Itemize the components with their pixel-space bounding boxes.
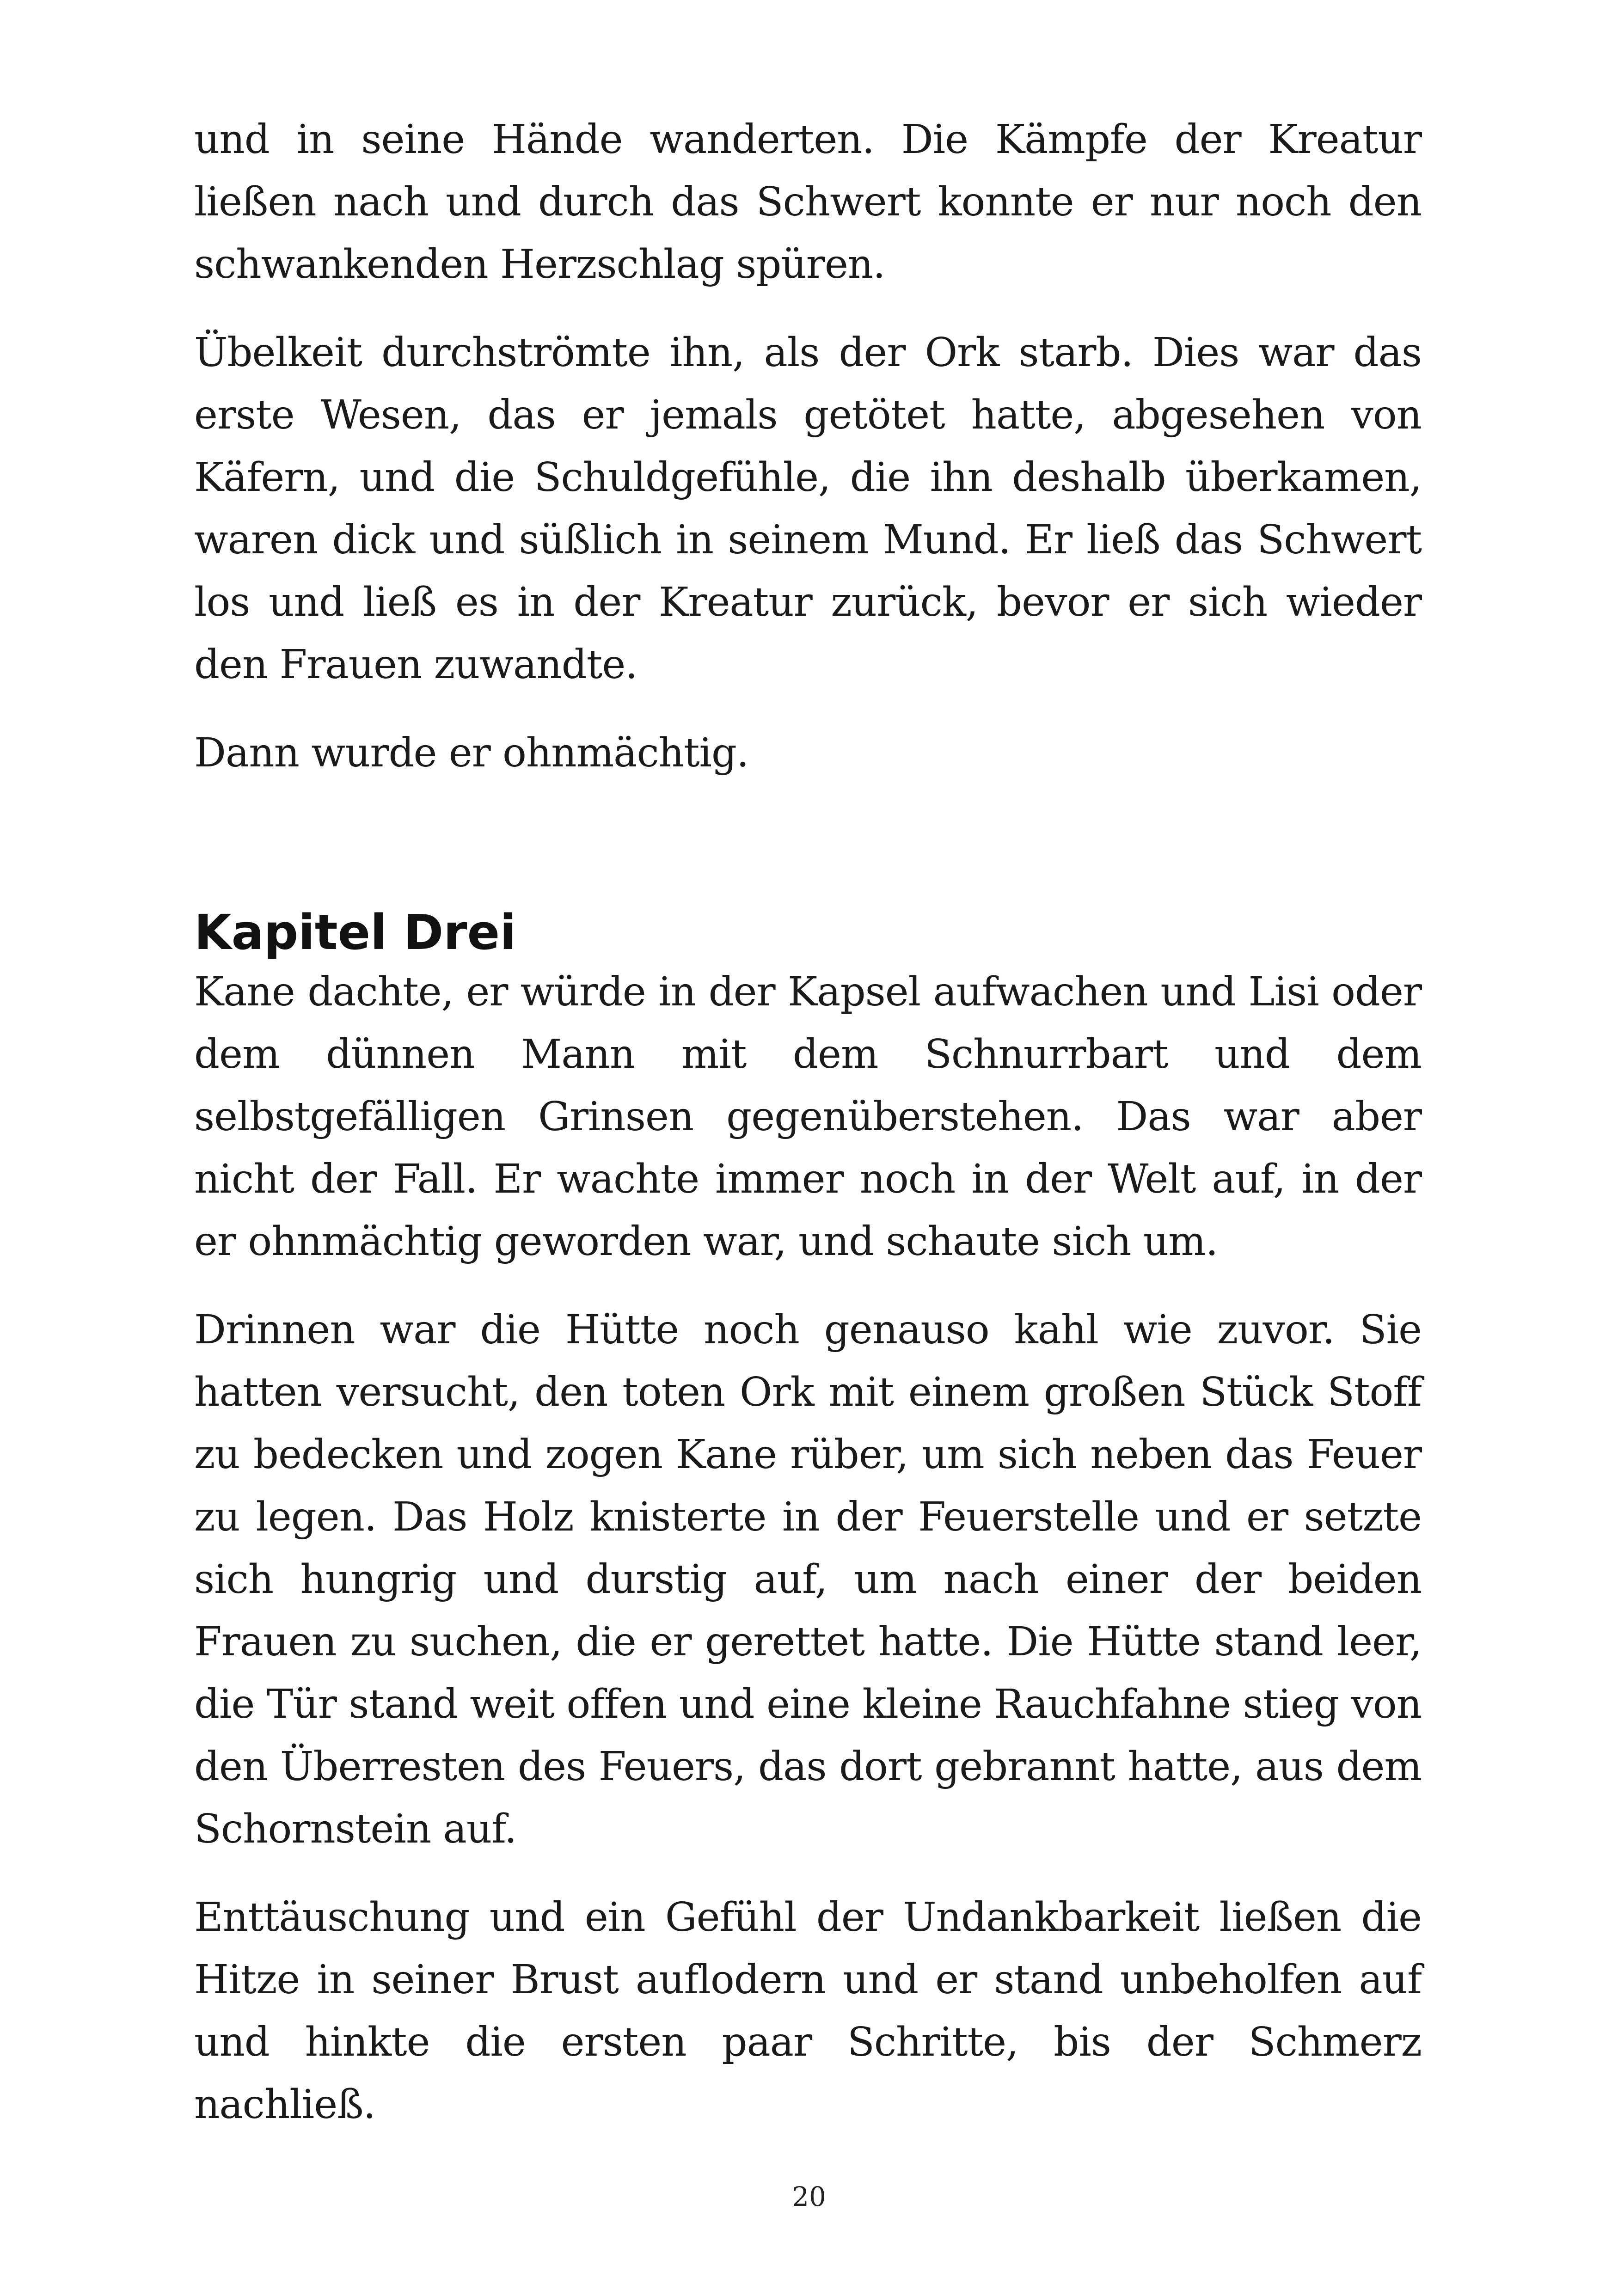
paragraph: Übelkeit durchströmte ihn, als der Ork starb. Dies war das erste Wesen, das er jemals getötet hatte, abgesehen von Käfern, und die Schuldgefühle, die ihn deshalb überkamen, waren dick und süßlich in seinem Mund. Er ließ das Schwert los und ließ es in der Kreatur zurück, bevor er sich wieder den Frauen zuwandte. [194,330,1422,688]
paragraph: Dann wurde er ohnmächtig. [194,730,749,776]
page-number: 20 [792,2181,826,2212]
paragraph: Drinnen war die Hütte noch genauso kahl wie zuvor. Sie hatten versucht, den toten Ork mit einem großen Stück Stoff zu bedecken und zogen Kane rüber, um sich neben das Feuer zu legen. Das Holz knisterte in der Feuerstelle und er setzte sich hungrig und durstig auf, um nach einer der beiden Frauen zu suchen, die er gerettet hatte. Die Hütte stand leer, die Tür stand weit offen und eine kleine Rauchfahne stieg von den Überresten des Feuers, das dort gebrannt hatte, aus dem Schornstein auf. [194,1307,1422,1852]
paragraph: Kane dachte, er würde in der Kapsel aufwachen und Lisi oder dem dünnen Mann mit dem Schnurrbart und dem selbstgefälligen Grinsen gegenüberstehen. Das war aber nicht der Fall. Er wachte immer noch in der Welt auf, in der er ohnmächtig geworden war, und schaute sich um. [194,969,1422,1265]
book-page [194,109,1422,2162]
paragraph: Enttäuschung und ein Gefühl der Undankbarkeit ließen die Hitze in seiner Brust auflodern und er stand unbeholfen auf und hinkte die ersten paar Schritte, bis der Schmerz nachließ. [194,1894,1422,2128]
chapter-title: Kapitel Drei [194,904,516,961]
paragraph: und in seine Hände wanderten. Die Kämpfe der Kreatur ließen nach und durch das Schwert konnte er nur noch den schwankenden Herzschlag spüren. [194,116,1422,288]
